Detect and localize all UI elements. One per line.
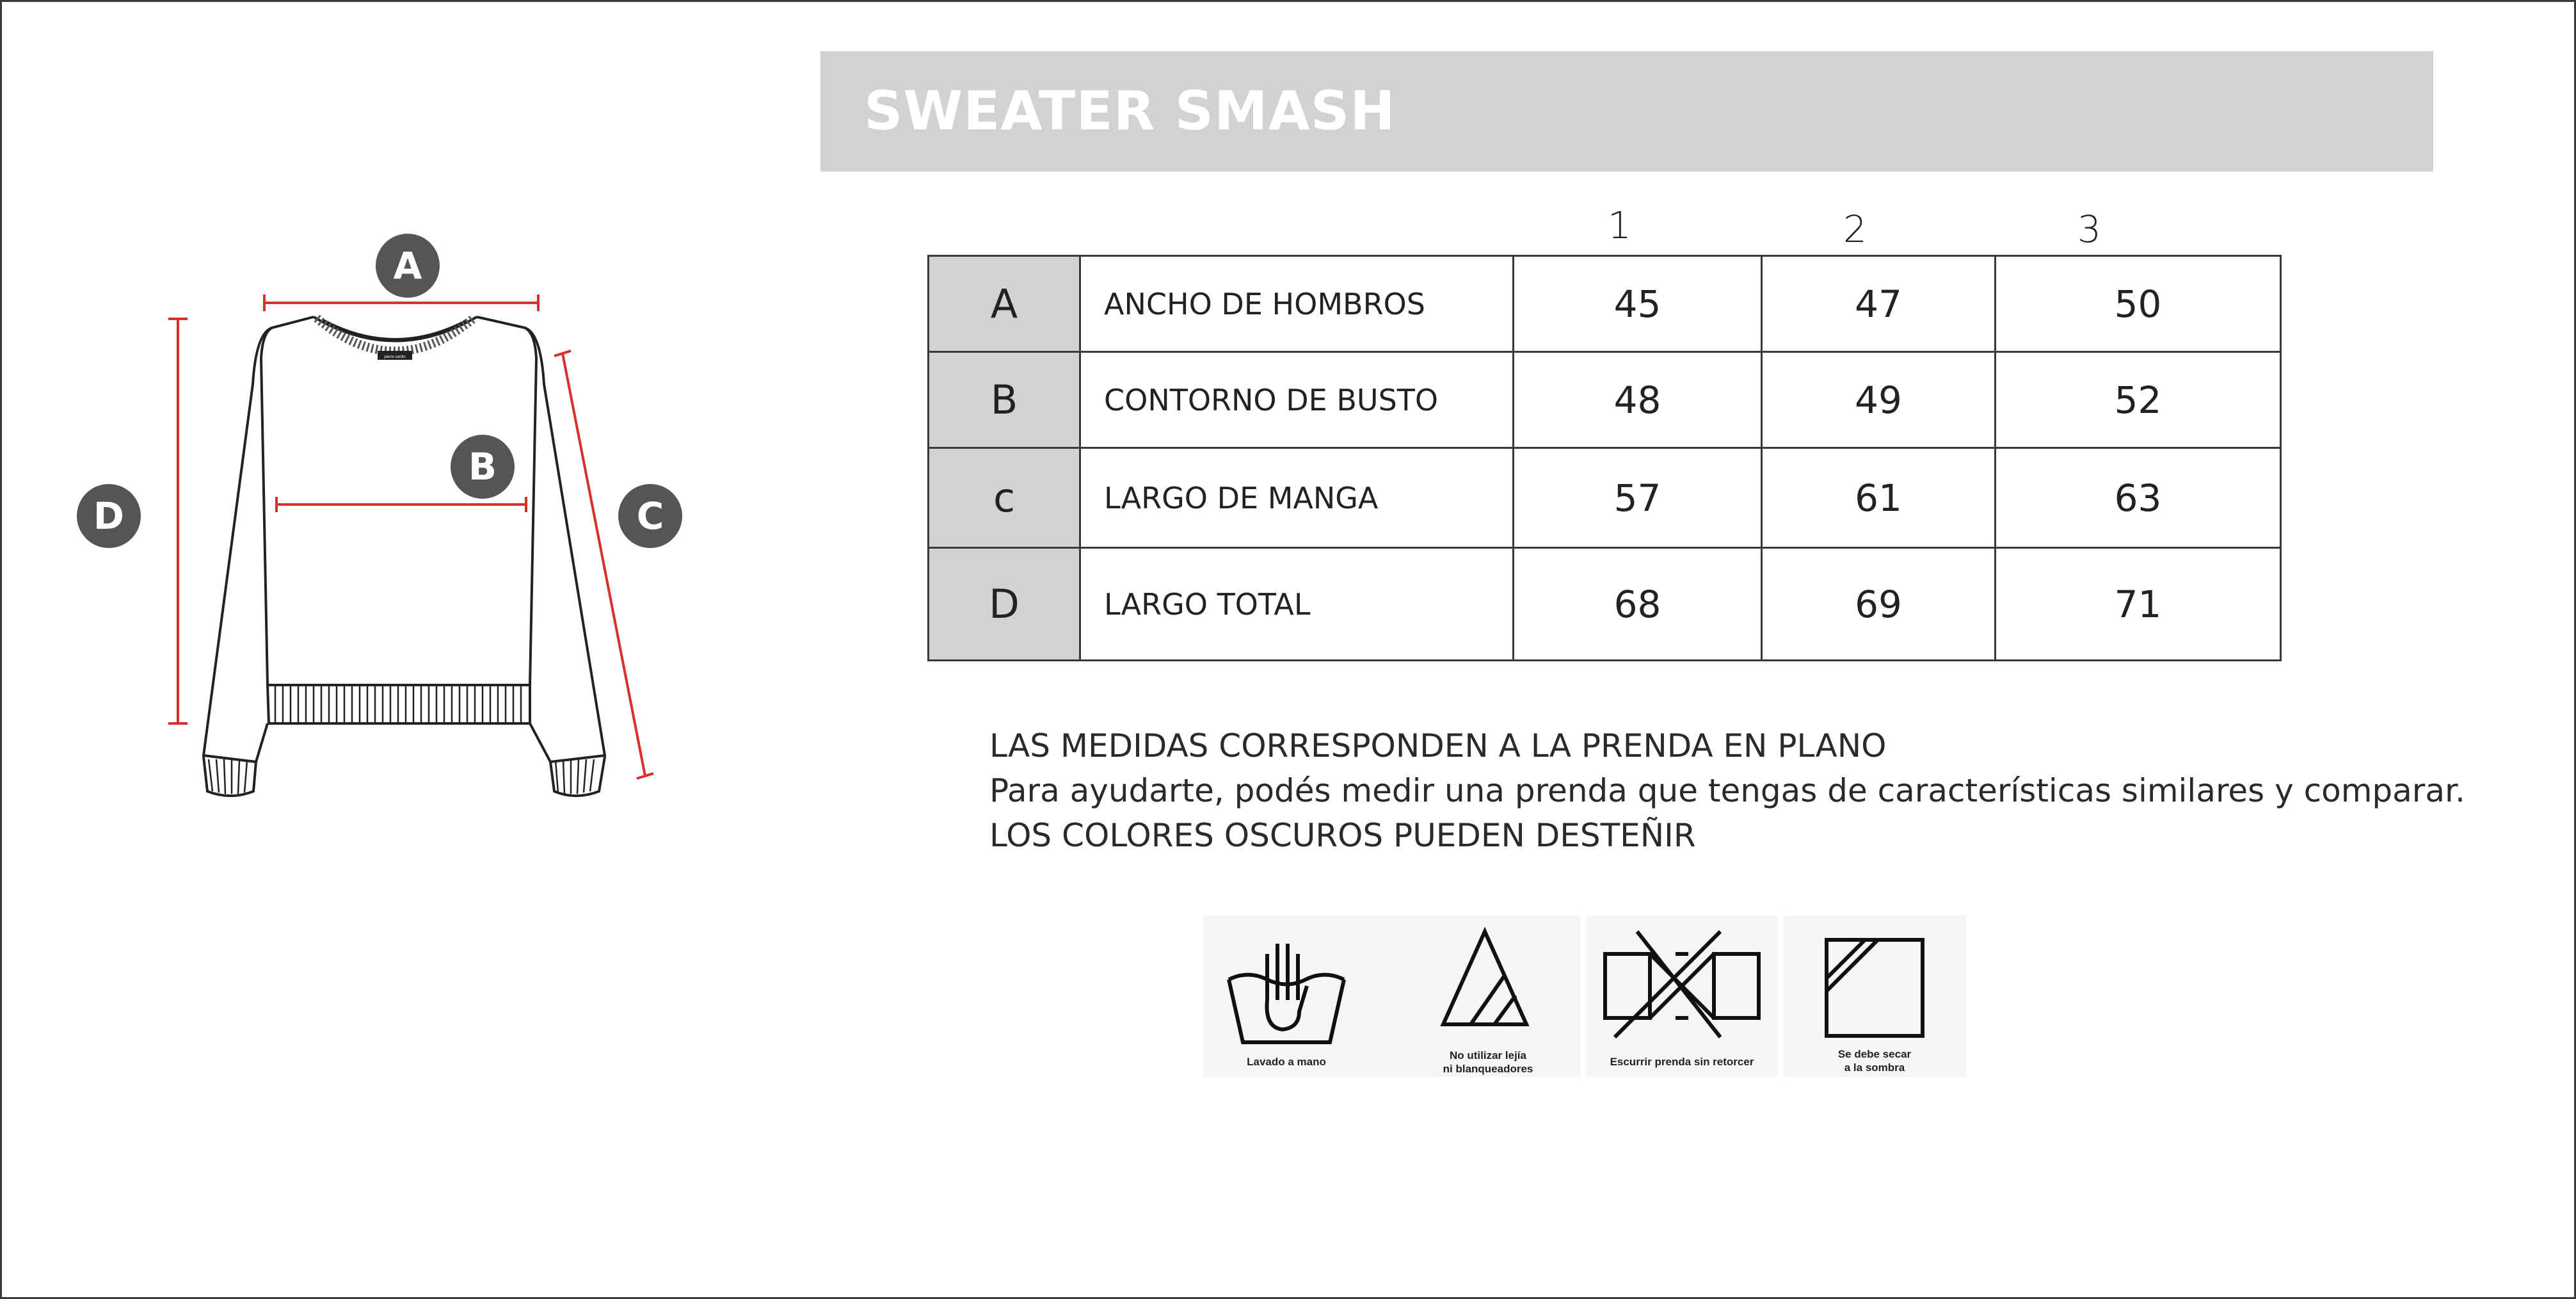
no-wring-icon (1586, 916, 1778, 1077)
size-header-3: 3 (2077, 207, 2101, 251)
page-title: SWEATER SMASH (864, 79, 1396, 142)
marker-b-label: B (468, 445, 497, 488)
value-cell: 57 (1514, 448, 1762, 548)
row-letter: D (929, 548, 1080, 661)
care-shade-dry (1783, 916, 1966, 1077)
value-cell: 49 (1762, 352, 1996, 448)
value-cell: 71 (1996, 548, 2281, 661)
row-letter: B (929, 352, 1080, 448)
marker-d-label: D (93, 494, 125, 538)
size-table (927, 255, 2282, 661)
value-cell: 48 (1514, 352, 1762, 448)
value-cell: 68 (1514, 548, 1762, 661)
shade-dry-label-line2: a la sombra (1844, 1061, 1905, 1074)
row-letter: A (929, 256, 1080, 352)
row-label: LARGO TOTAL (1080, 548, 1514, 661)
shade-dry-label (1783, 1047, 1966, 1074)
shade-dry-label-line1: Se debe secar (1837, 1048, 1912, 1060)
row-label: CONTORNO DE BUSTO (1080, 352, 1514, 448)
no-wring-label: Escurrir prenda sin retorcer (1610, 1056, 1754, 1068)
table-row (929, 352, 2281, 448)
size-header-2: 2 (1843, 207, 1867, 251)
no-bleach-label (1395, 1049, 1581, 1076)
marker-c-label: C (636, 494, 664, 538)
row-label: LARGO DE MANGA (1080, 448, 1514, 548)
note-line: Para ayudarte, podés medir una prenda que tengas de características similares y comparar. (989, 772, 2465, 809)
value-cell: 47 (1762, 256, 1996, 352)
care-no-wring (1586, 916, 1778, 1077)
measurement-notes (989, 723, 2465, 858)
marker-a-label: A (393, 244, 422, 287)
value-cell: 52 (1996, 352, 2281, 448)
value-cell: 50 (1996, 256, 2281, 352)
table-row (929, 448, 2281, 548)
title-bar (820, 51, 2433, 172)
row-letter: c (929, 448, 1080, 548)
note-line: LAS MEDIDAS CORRESPONDEN A LA PRENDA EN PLANO (989, 727, 1887, 764)
value-cell: 61 (1762, 448, 1996, 548)
note-line: LOS COLORES OSCUROS PUEDEN DESTEÑIR (989, 817, 1696, 854)
table-row (929, 256, 2281, 352)
marker-b-badge (449, 433, 516, 500)
marker-d-badge (76, 483, 142, 549)
size-header-1: 1 (1608, 204, 1631, 247)
marker-c-badge (617, 483, 684, 549)
row-label: ANCHO DE HOMBROS (1080, 256, 1514, 352)
value-cell: 63 (1996, 448, 2281, 548)
marker-a-badge (374, 232, 441, 299)
care-hand-wash (1203, 916, 1581, 1077)
table-row (929, 548, 2281, 661)
no-bleach-label-line2: ni blanqueadores (1443, 1063, 1533, 1075)
value-cell: 69 (1762, 548, 1996, 661)
neck-tag-text: pierre cardin (384, 355, 406, 359)
no-bleach-label-line1: No utilizar lejía (1450, 1049, 1526, 1061)
garment-diagram (64, 211, 730, 819)
value-cell: 45 (1514, 256, 1762, 352)
hand-wash-label: Lavado a mano (1247, 1056, 1326, 1068)
